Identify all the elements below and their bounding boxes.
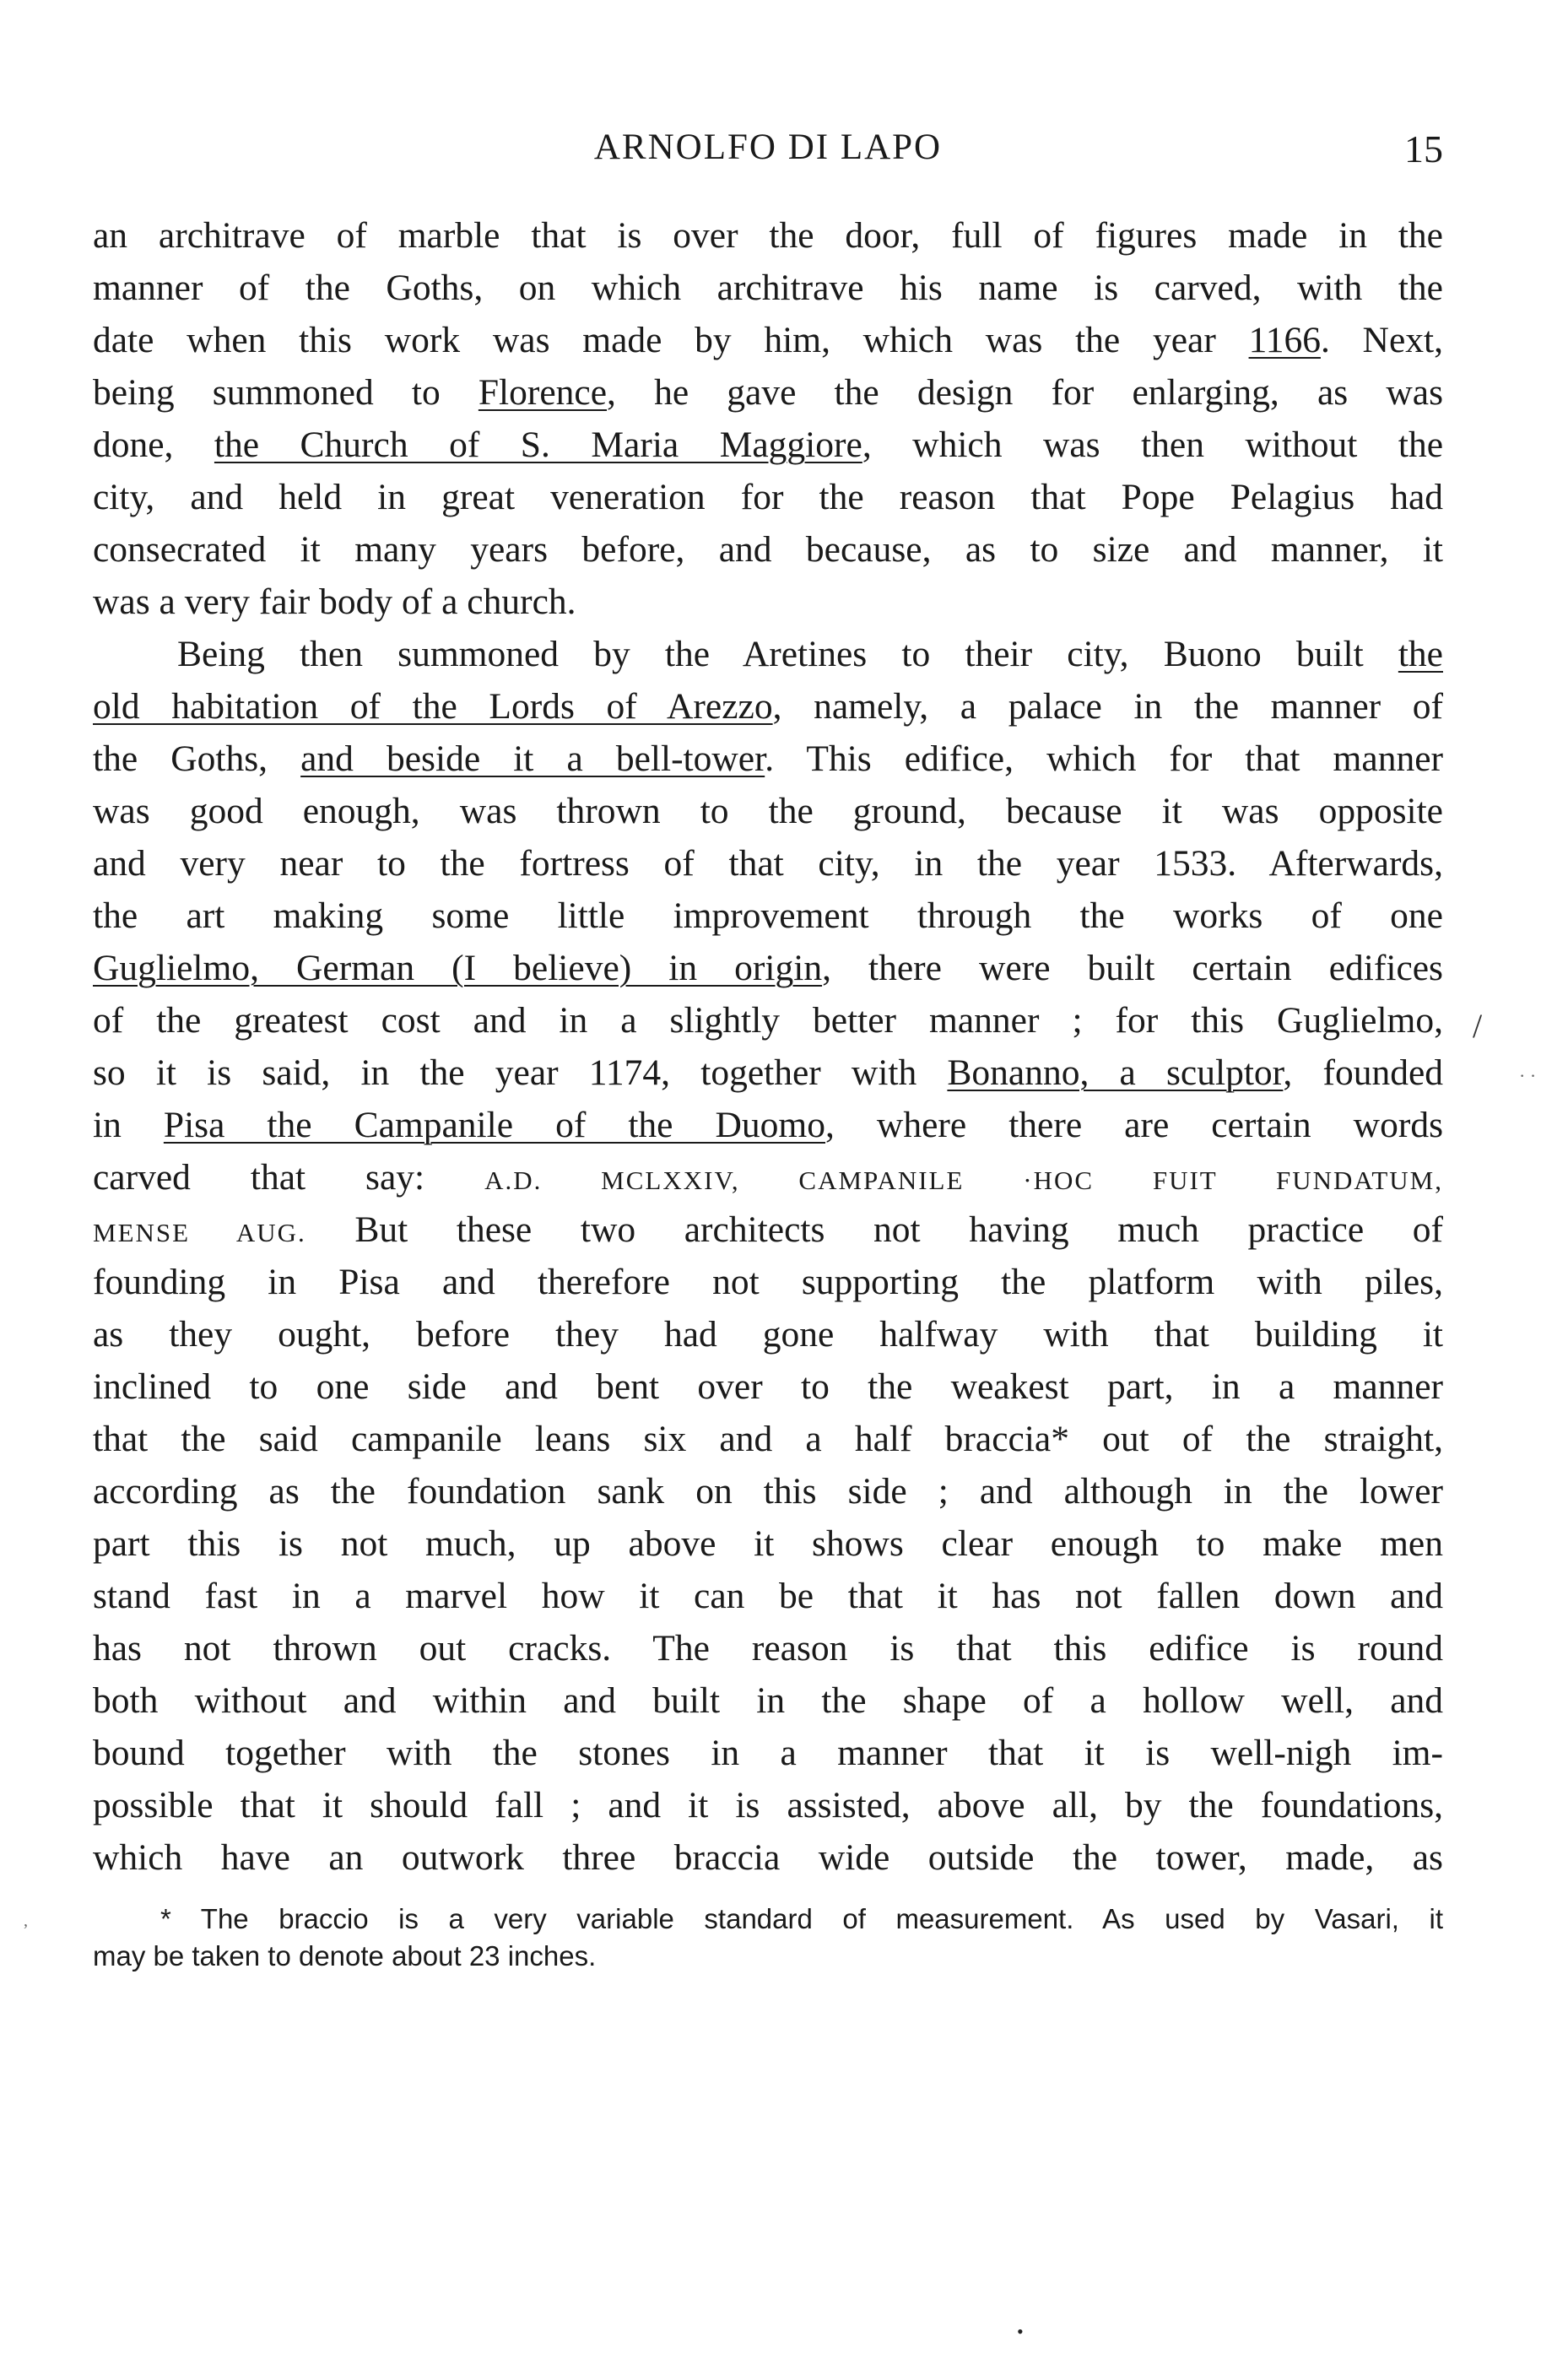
text-line: which have an outwork three braccia wide outside the tower, made, as: [93, 1837, 1443, 1878]
bottom-dot-mark: •: [1017, 2321, 1024, 2342]
underlined-place: Florence: [478, 372, 608, 413]
text-line: possible that it should fall ; and it is assisted, above all, by the foundations,: [93, 1785, 1443, 1825]
text-line: [93, 1151, 1443, 1203]
text-line: [93, 419, 1443, 471]
text-segment: But these two architects not having much practice of: [305, 1209, 1444, 1250]
footnote: [93, 1901, 1443, 1975]
text-segment: Being then summoned by the Aretines to their city, Buono built: [177, 634, 1398, 674]
body-text: [93, 209, 1443, 1884]
text-line: [93, 628, 1443, 680]
text-segment: done,: [93, 425, 214, 465]
text-segment: , which was then without the: [862, 425, 1444, 465]
footnote-line: may be taken to denote about 23 inches.: [93, 1940, 597, 1971]
text-line: and very near to the fortress of that city, in the year 1533. Afterwards,: [93, 843, 1443, 884]
text-segment: date when this work was made by him, which was the year: [93, 320, 1249, 360]
text-line: stand fast in a marvel how it can be that it has not fallen down and: [93, 1576, 1443, 1616]
underlined-phrase: the: [1398, 634, 1443, 674]
inscription-text: MENSE AUG.: [93, 1218, 306, 1247]
text-line: both without and within and built in the shape of a hollow well, and: [93, 1680, 1443, 1721]
text-line: [93, 366, 1443, 419]
text-line: an architrave of marble that is over the door, full of figures made in the: [93, 215, 1443, 256]
text-segment: carved that say:: [93, 1157, 485, 1198]
text-line: has not thrown out cracks. The reason is that this edifice is round: [93, 1628, 1443, 1669]
text-line: [93, 680, 1443, 733]
text-line: was good enough, was thrown to the ground, because it was opposite: [93, 791, 1443, 831]
underlined-phrase: old habitation of the Lords of Arezzo: [93, 686, 773, 727]
text-line: city, and held in great veneration for the reason that Pope Pelagius had: [93, 477, 1443, 517]
margin-comma-mark: ,: [24, 1912, 28, 1930]
text-line: [93, 314, 1443, 366]
text-line: as they ought, before they had gone halfway with that building it: [93, 1314, 1443, 1355]
text-segment: , there were built certain edifices: [822, 948, 1443, 988]
text-segment: , he gave the design for enlarging, as was: [607, 372, 1444, 413]
text-line: the art making some little improvement through the works of one: [93, 895, 1443, 936]
text-line: [93, 1047, 1443, 1099]
text-line: manner of the Goths, on which architrave his name is carved, with the: [93, 268, 1443, 308]
text-line: founding in Pisa and therefore not supporting the platform with piles,: [93, 1262, 1443, 1302]
text-segment: the Goths,: [93, 738, 301, 779]
text-segment: in: [93, 1105, 164, 1145]
underlined-phrase: Pisa the Campanile of the Duomo: [163, 1105, 826, 1145]
text-line: [93, 942, 1443, 994]
underlined-phrase: and beside it a bell-tower: [300, 738, 765, 779]
underlined-church: the Church of S. Maria Maggiore: [214, 425, 862, 465]
text-segment: , where there are certain words: [825, 1105, 1443, 1145]
text-line: was a very fair body of a church.: [93, 581, 576, 622]
page-number: 15: [1404, 127, 1443, 170]
footnote-line: * The braccio is a very variable standard of measurement. As used by Vasari, it: [160, 1903, 1443, 1934]
underlined-date: 1166: [1248, 320, 1321, 360]
text-line: of the greatest cost and in a slightly better manner ; for this Guglielmo,: [93, 1000, 1443, 1041]
text-line: inclined to one side and bent over to the weakest part, in a manner: [93, 1366, 1443, 1407]
inscription-text: A.D. MCLXXIV, CAMPANILE ·HOC FUIT FUNDATUM,: [484, 1166, 1443, 1195]
text-segment: . Next,: [1320, 320, 1443, 360]
text-line: bound together with the stones in a manner that it is well-nigh im-: [93, 1733, 1443, 1773]
underlined-phrase: Guglielmo, German (I believe) in origin: [93, 948, 823, 988]
running-title: ARNOLFO DI LAPO: [593, 127, 943, 167]
text-line: that the said campanile leans six and a half braccia* out of the straight,: [93, 1419, 1443, 1459]
text-segment: , founded: [1283, 1052, 1444, 1093]
text-segment: . This edifice, which for that manner: [765, 738, 1443, 779]
text-segment: , namely, a palace in the manner of: [772, 686, 1443, 727]
margin-dots-mark: · ·: [1519, 1065, 1537, 1086]
text-line: [93, 733, 1443, 785]
text-line: part this is not much, up above it shows clear enough to make men: [93, 1523, 1443, 1564]
text-line: [93, 1099, 1443, 1151]
text-line: [93, 1203, 1443, 1256]
margin-slash-mark: /: [1473, 1007, 1483, 1045]
text-segment: so it is said, in the year 1174, together with: [93, 1052, 948, 1093]
running-head: [93, 127, 1443, 177]
text-line: consecrated it many years before, and because, as to size and manner, it: [93, 529, 1443, 570]
text-line: according as the foundation sank on this side ; and although in the lower: [93, 1471, 1443, 1512]
text-segment: being summoned to: [93, 372, 479, 413]
underlined-phrase: Bonanno, a sculptor: [947, 1052, 1284, 1093]
